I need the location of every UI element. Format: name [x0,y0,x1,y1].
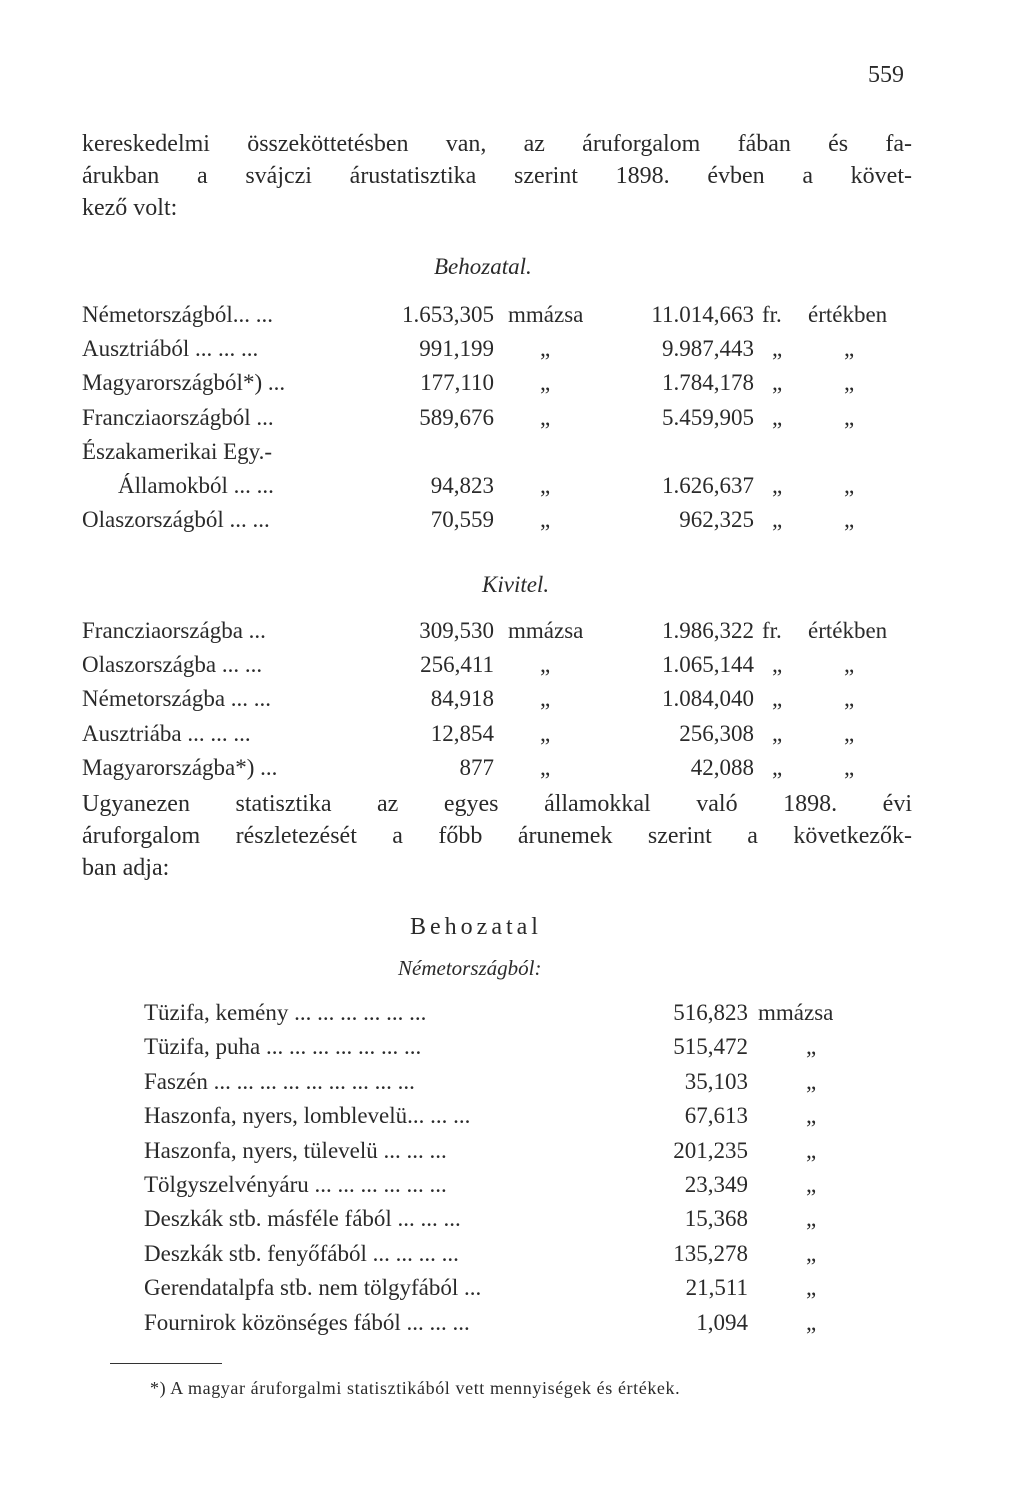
country-cell: Államokból ... ... [118,473,274,498]
currency-cell: „ [772,686,783,712]
value-cell: 1.084,040 [662,686,754,712]
unit-cell: „ [806,1103,817,1129]
unit-cell: „ [540,720,551,746]
middle-line: áruforgalom részletezését a főbb árunemek szerint a következők- [82,823,912,849]
middle-line: Ugyanezen statisztika az egyes államokkal való 1898. évi [82,791,912,817]
quantity-cell: 256,411 [420,652,494,678]
country-cell: Francziaországba ... [82,618,266,643]
item-cell: Tüzifa, puha ... ... ... ... ... ... ... [144,1034,422,1060]
currency-cell: „ [772,370,783,396]
quantity-cell: 70,559 [430,507,494,533]
country-cell: Németországba ... ... [82,686,272,712]
value-cell: 962,325 [679,507,754,533]
unit-cell: „ [540,686,551,712]
footnote-rule [110,1363,222,1364]
quantity-cell: 135,278 [673,1240,748,1266]
table-row [0,618,1024,650]
export-heading: Kivitel. [482,572,550,597]
item-cell: Tölgyszelvényáru ... ... ... ... ... ... [144,1172,447,1197]
currency-cell: „ [772,336,783,362]
table-row [0,302,1024,334]
unit-cell: „ [540,652,551,678]
tail-cell: „ [844,336,855,362]
quantity-cell: 23,349 [684,1172,748,1197]
item-cell: Faszén ... ... ... ... ... ... ... ... ... [144,1068,415,1094]
tail-cell: „ [844,720,855,746]
import-heading: Behozatal. [434,254,532,279]
unit-cell: „ [806,1172,817,1197]
table-row [0,1034,1024,1066]
currency-cell: „ [772,652,783,678]
intro-paragraph [82,128,912,224]
table-row [0,1206,1024,1238]
country-cell: Olaszországból ... ... [82,507,270,533]
middle-paragraph [82,788,912,884]
value-cell: 1.065,144 [662,652,754,678]
unit-cell: mmázsa [508,618,584,643]
country-cell: Magyarországba*) ... [82,754,278,780]
unit-cell: „ [540,473,551,498]
country-cell: Németországból... ... [82,302,273,327]
middle-line: ban adja: [82,855,170,881]
quantity-cell: 201,235 [673,1137,748,1163]
table-row [0,686,1024,718]
quantity-cell: 21,511 [685,1275,748,1301]
unit-cell: „ [806,1275,817,1301]
value-cell: 9.987,443 [662,336,754,362]
quantity-cell: 515,472 [673,1034,748,1060]
unit-cell: „ [806,1206,817,1232]
value-cell: 256,308 [679,720,754,746]
quantity-cell: 1,094 [696,1309,748,1335]
unit-cell: mmázsa [758,1000,834,1025]
table-row [0,755,1024,787]
unit-cell: „ [540,336,551,362]
value-cell: 1.626,637 [662,473,754,498]
unit-cell: „ [540,370,551,396]
value-cell: 1.986,322 [662,618,754,643]
table-row [0,1000,1024,1032]
table-row [0,721,1024,753]
table-row [0,652,1024,684]
currency-cell: „ [772,404,783,430]
table-row [0,405,1024,437]
tail-cell: „ [844,507,855,533]
unit-cell: „ [806,1137,817,1163]
table-row [0,1275,1024,1307]
currency-cell: fr. [762,302,782,327]
quantity-cell: 516,823 [673,1000,748,1025]
unit-cell: mmázsa [508,302,584,327]
item-cell: Tüzifa, kemény ... ... ... ... ... ... [144,1000,427,1025]
country-cell: Ausztriából ... ... ... [82,336,259,362]
tail-cell: értékben [808,302,888,327]
value-cell: 11.014,663 [651,302,754,327]
country-cell: Olaszországba ... ... [82,652,263,678]
quantity-cell: 309,530 [419,618,494,643]
table-row [0,1310,1024,1342]
country-cell: Északamerikai Egy.- [82,438,273,464]
country-cell: Ausztriába ... ... ... [82,720,251,746]
value-cell: 42,088 [690,754,754,780]
item-cell: Gerendatalpfa stb. nem tölgyfából ... [144,1275,482,1301]
currency-cell: „ [772,720,783,746]
detail-subheading: Németországból: [398,956,542,980]
table-row [0,336,1024,368]
intro-line: kereskedelmi összeköttetésben van, az áruforgalom fában és fa- [82,131,912,157]
value-cell: 1.784,178 [662,370,754,396]
intro-line: árukban a svájczi árustatisztika szerint 1898. évben a követ- [82,163,912,189]
quantity-cell: 877 [459,754,494,780]
unit-cell: „ [540,754,551,780]
item-cell: Fournirok közönséges fából ... ... ... [144,1309,470,1335]
unit-cell: „ [540,507,551,533]
table-row [0,439,1024,471]
item-cell: Deszkák stb. másféle fából ... ... ... [144,1206,461,1232]
tail-cell: „ [844,370,855,396]
quantity-cell: 177,110 [420,370,494,396]
quantity-cell: 84,918 [430,686,494,712]
item-cell: Deszkák stb. fenyőfából ... ... ... ... [144,1240,459,1266]
quantity-cell: 12,854 [430,720,494,746]
currency-cell: „ [772,507,783,533]
country-cell: Magyarországból*) ... [82,370,286,396]
currency-cell: fr. [762,618,782,643]
unit-cell: „ [806,1068,817,1094]
tail-cell: „ [844,404,855,430]
quantity-cell: 589,676 [419,404,494,430]
table-row [0,507,1024,539]
tail-cell: „ [844,754,855,780]
detail-heading: Behozatal [410,914,542,940]
table-row [0,1103,1024,1135]
quantity-cell: 67,613 [684,1103,748,1129]
unit-cell: „ [806,1240,817,1266]
item-cell: Haszonfa, nyers, lomblevelü... ... ... [144,1103,471,1129]
tail-cell: értékben [808,618,888,643]
country-cell: Francziaországból ... [82,404,274,430]
quantity-cell: 35,103 [684,1068,748,1094]
currency-cell: „ [772,473,783,498]
value-cell: 5.459,905 [662,404,754,430]
table-row [0,1241,1024,1273]
table-row [0,1069,1024,1101]
quantity-cell: 1.653,305 [402,302,494,327]
tail-cell: „ [844,686,855,712]
footnote: *) A magyar áruforgalmi statisztikából vett mennyiségek és értékek. [150,1378,681,1398]
quantity-cell: 991,199 [419,336,494,362]
table-row [0,473,1024,505]
item-cell: Haszonfa, nyers, tülevelü ... ... ... [144,1137,447,1163]
tail-cell: „ [844,473,855,498]
page-number: 559 [868,62,904,88]
quantity-cell: 94,823 [430,473,494,498]
tail-cell: „ [844,652,855,678]
unit-cell: „ [806,1034,817,1060]
quantity-cell: 15,368 [684,1206,748,1232]
intro-line: kező volt: [82,195,178,221]
table-row [0,1172,1024,1204]
table-row [0,370,1024,402]
currency-cell: „ [772,754,783,780]
unit-cell: „ [540,404,551,430]
table-row [0,1138,1024,1170]
unit-cell: „ [806,1309,817,1335]
